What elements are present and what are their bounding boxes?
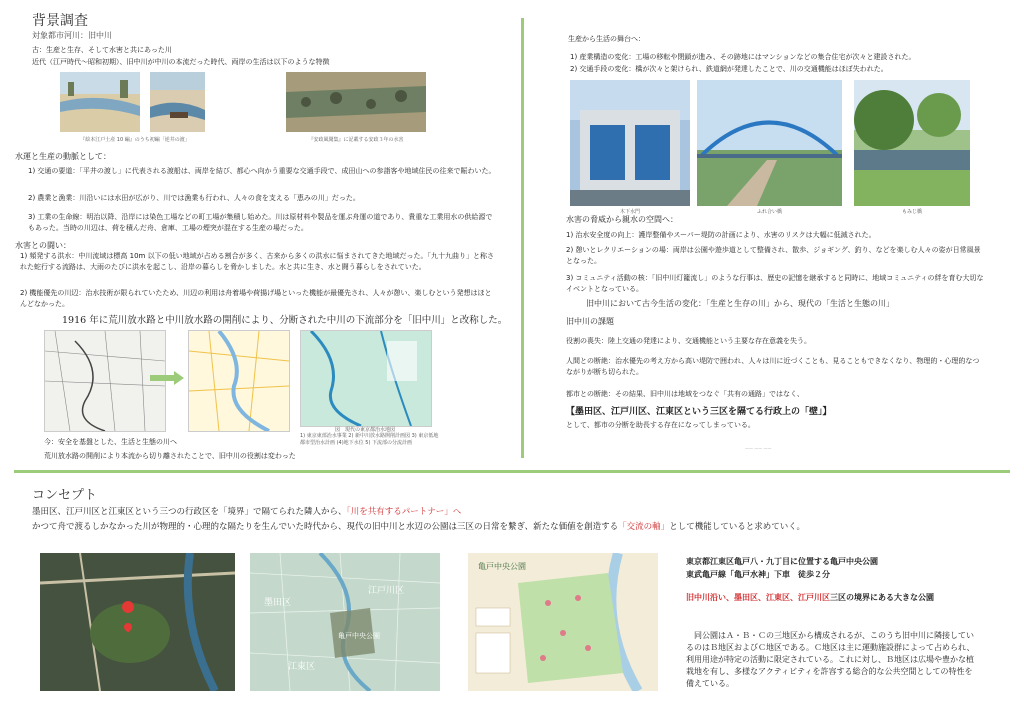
threat-item-3: 3) コミュニティ活動の核：「旧中川灯籠流し」のような行事は、歴史の記憶を継承すると同時に、地域コミュニティの絆を育む大切なイベントとなっている。 [566,274,984,293]
park-boundary-tail: 三区の境界にある大きな公園 [830,593,934,602]
arrow-icon [150,370,184,389]
ward-label-koto: 江東区 [288,662,316,672]
flood-heading: 水害との闘い： [15,241,71,250]
issue-item-1: 役割の喪失：陸上交通の発達により、交通機能という主要な存在意義を失う。 [566,337,811,345]
concept-line-2-text: かつて舟で渡るしかなかった川が物理的・心理的な隔たりを生んでいた時代から、現代の旧中川と水辺の公園は三区の日常を繋ぎ、新たな価値を創造する [32,522,619,532]
concept-line-1-text: 墨田区、江戸川区と江東区という三つの行政区を「境界」で隔てられた隣人から、 [32,507,347,517]
flood-record-image [286,72,426,132]
park-access: 東武亀戸線「亀戸水神」下車 徒歩２分 [686,570,830,579]
bridge-photo [697,80,842,206]
caption-floodgate: 木下水門 [619,209,640,215]
caption-riverside: もみじ橋 [901,209,922,215]
threat-item-1: 1) 治水安全度の向上：護岸整備やスーパー堤防の計画により、水害のリスクは大幅に低減された。 [566,231,876,239]
transport-item-3: 3) 工業の生命線：明治以降、沿岸には染色工場などの町工場が集積し始めた。川は原材料や製品を運ぶ舟運の道であり、貴重な工業用水の供給源でもあった。当時の川辺は、荷を積んだ舟、倉庫、工場の煙突が混在する生産の場だった。 [28,213,493,232]
ukiyoe-image-2 [150,72,205,132]
transport-heading: 水運と生産の動脈として： [15,152,111,161]
target-river: 対象都市河川：旧中川 [32,31,112,40]
ward-map [250,553,440,691]
now-heading: 今：安全を基盤とした、生活と生態の川へ [44,438,177,446]
concept-line-2-tail: として機能していると求めていく。 [669,522,806,532]
threat-item-2: 2) 憩いとレクリエーションの場：両岸は公園や遊歩道として整備され、散歩、ジョギング、釣り、などを楽しむ人々の姿が日常風景となった。 [566,246,981,265]
stage-heading: 生産から生活の舞台へ： [568,35,645,43]
ward-label-edogawa: 江戸川区 [368,586,405,596]
ancient-heading: 古：生産と生存、そして水害と共にあった川 [32,46,172,54]
caption-ukiyoe: 『絵本江戸土産 10 編』のうち初編「逆井の渡」 [80,137,190,143]
map-caption-detail: 1) 東京東部治水事業 2) 新中川放水路開削計画図 3) 東京低地都市型治水計画 (4)地下水位 5) 下流部の分流計画 [300,433,439,446]
caption-bridge: ふれ合い橋 [756,209,782,215]
transport-item-1: 1) 交通の要道：「平井の渡し」に代表される渡船は、両岸を結び、都心へ向かう重要な交通手段で、成田山への参詣客や地域住民の往来で賑わいた。 [28,167,496,175]
issue-heading: 旧中川の課題 [566,317,614,326]
vertical-divider [521,18,524,458]
floodgate-photo [570,80,690,206]
park-description: 同公園はＡ・Ｂ・Ｃの三地区から構成されるが、このうち旧中川に隣接しているのはＢ地区およびＣ地区である。Ｃ地区は主に運動施設群によって占められ、利用用途が特定の活動に限定されている。これに対し、Ｂ地区は広場や豊かな植栽地を有し、多様なアクティビティを許容する総合的な公共空間としての特性を備えている。 [686,631,975,688]
stage-item-1: 1) 産業構造の変化：工場の移転や閉鎖が進み、その跡地にはマンションなどの集合住宅が次々と建設された。 [570,53,916,61]
renaming-statement: 1916 年に荒川放水路と中川放水路の開削により、分断された中川の下流部分を「旧中川」と改称した。 [62,315,508,326]
guide-map-title: 亀戸中央公園 [478,562,526,571]
issue-item-4: として、都市の分断を助長する存在になってしまっている。 [566,421,755,429]
map-caption-title: 図 現代の東京都治水地図 [334,427,395,433]
concept-axis-highlight: 「交流の軸」 [618,522,670,532]
park-boundary-wards: 旧中川沿い、墨田区、江東区、江戸川区 [686,593,830,602]
flood-item-2: 2) 機能優先の川辺：治水技術が限られていたため、川辺の利用は舟着場や荷揚げ場といった機能が最優先され、人々が憩い、楽しむという発想はほとんどなかった。 [20,289,492,308]
concept-title: コンセプト [32,488,98,503]
stage-item-2: 2) 交通手段の変化：橋が次々と架けられ、鉄道網が発達したことで、川の交通機能はほぼ失われた。 [570,65,888,73]
ukiyoe-image-1 [60,72,140,132]
park-guide-map [468,553,658,691]
modern-map-image [188,330,290,432]
concept-line-1 [32,505,461,517]
modern-heading: 近代（江戸時代〜昭和初期）、旧中川が中川の本流だった時代、両岸の生活は以下のような特徴 [32,58,330,66]
transport-item-2: 2) 農業と漁業：川沿いには水田が広がり、川では漁業も行われ、人々の食を支える「恵みの川」だった。 [28,194,360,202]
tiny-note: —— —— —— [745,446,772,451]
change-statement: 旧中川において古今生活の変化：「生産と生存の川」から、現代の「生活と生態の川」 [586,299,894,308]
topographic-map-image [300,330,432,427]
concept-line-2 [32,520,805,532]
satellite-map [40,553,235,691]
issue-item-3: 都市との断絶：その結果、旧中川は地域をつなぐ「共有の通路」ではなく、 [566,390,804,398]
now-detail: 荒川放水路の開削により本流から切り離されたことで、旧中川の役割は変わった [44,452,296,460]
old-map-image [44,330,166,432]
threat-heading: 水害の脅威から親水の空間へ： [566,215,678,224]
horizontal-divider [14,470,1010,473]
issue-item-2: 人間との断絶：治水優先の考え方から高い堤防で囲われ、人々は川に近づくことも、見ることもできなくなり、物理的・心理的なつながりが断ち切られた。 [566,357,980,376]
park-location: 東京都江東区亀戸八・九丁目に位置する亀戸中央公園 [686,557,878,566]
riverside-photo [854,80,970,206]
caption-flood: 『安政風聞集』に記載する安政３年の水害 [308,137,404,143]
ward-label-sumida: 墨田区 [264,598,292,608]
flood-item-1: 1) 頻発する洪水：中川流域は標高 10m 以下の低い地域が占める割合が多く、古来から多くの洪水に悩まされてきた地域だった。「九十九曲り」と称された蛇行する流路は、大雨のたびに洪水を起こし、沿岸の暮らしを脅かしました。水と共に生き、水と闘う暮らしをされていた。 [20,252,494,271]
ward-label-park: 亀戸中央公園 [338,632,380,640]
section-title-background: 背景調査 [32,13,88,29]
wall-statement: 【墨田区、江戸川区、江東区という三区を隔てる行政上の「壁」】 [566,407,832,417]
concept-partner-highlight: 「川を共有するパートナー」へ [346,507,462,517]
park-boundary [686,592,978,604]
